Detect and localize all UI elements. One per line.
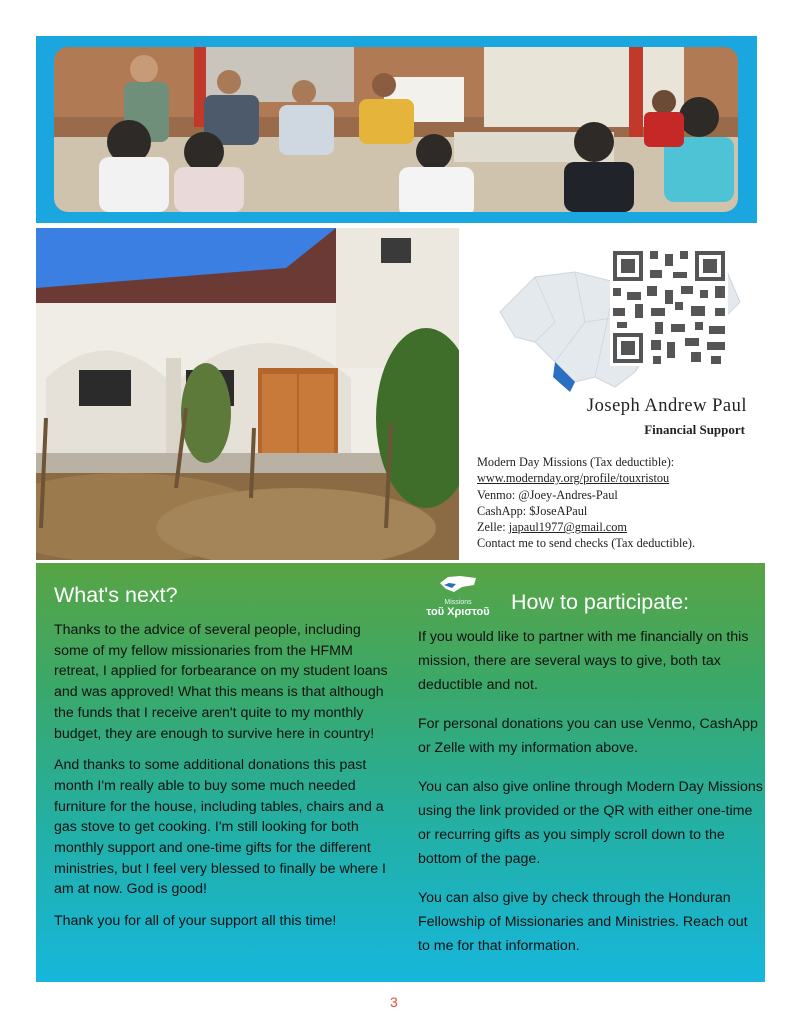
venmo-line: Venmo: @Joey-Andres-Paul — [477, 487, 618, 502]
zelle-email-link[interactable]: japaul1977@gmail.com — [508, 520, 627, 535]
mdm-line: Modern Day Missions (Tax deductible): — [477, 455, 675, 469]
whats-next-paragraph: Thanks to the advice of several people, including some of my fellow missionaries from the HFMM retreat, I applied for forbearance on my student loans and was approved! What this means is that although the funds that I receive aren't quite to my monthly budget, they are enough to survive here in country! — [54, 622, 388, 742]
cashapp-line: CashApp: $JoseAPaul — [477, 503, 588, 518]
contact-name: Joseph Andrew Paul — [586, 396, 747, 416]
checks-line: Contact me to send checks (Tax deductible). — [477, 536, 696, 551]
participate-paragraph: You can also give by check through the Honduran Fellowship of Missionaries and Ministries. Reach out to me for that information. — [418, 890, 748, 954]
whats-next-column — [54, 583, 394, 943]
zelle-line — [477, 519, 757, 535]
qr-code[interactable] — [610, 248, 728, 366]
whats-next-paragraph: And thanks to some additional donations this past month I'm really able to buy some much needed furniture for the house, including tables, chairs and a gas stove to get cooking. I'm still looking for both monthly support and one-time gifts for the different ministries, but I feel very blessed to finally be where I am at now. God is good! — [54, 757, 386, 898]
logo-missions-text: Missions — [444, 599, 472, 606]
house-photo — [36, 228, 459, 560]
logo-greek-text: τοῦ Χριστοῦ — [426, 606, 490, 618]
participate-paragraph: For personal donations you can use Venmo, CashApp or Zelle with my information above. — [418, 716, 758, 756]
whats-next-heading: What's next? — [54, 583, 178, 607]
zelle-label: Zelle: — [477, 520, 509, 535]
participate-paragraph: You can also give online through Modern Day Missions using the link provided or the QR with either one-time or recurring gifts as you simply scroll down to the bottom of the page. — [418, 779, 763, 867]
contact-panel — [465, 228, 757, 560]
info-section — [36, 563, 765, 982]
contact-role: Financial Support — [644, 422, 745, 437]
honduras-map-qr-graphic — [495, 242, 745, 402]
participate-heading: How to participate: — [511, 590, 690, 614]
honduras-map-icon — [438, 573, 478, 593]
whats-next-paragraph: Thank you for all of your support all this time! — [54, 913, 337, 930]
missions-logo — [418, 573, 498, 623]
page-number: 3 — [390, 994, 398, 1010]
group-photo — [54, 47, 738, 212]
mdm-link[interactable]: www.modernday.org/profile/touxristou — [477, 471, 670, 486]
participate-paragraph: If you would like to partner with me financially on this mission, there are several ways to give, both tax deductible and not. — [418, 629, 749, 693]
top-photo-frame — [36, 36, 757, 223]
contact-details — [477, 454, 757, 552]
